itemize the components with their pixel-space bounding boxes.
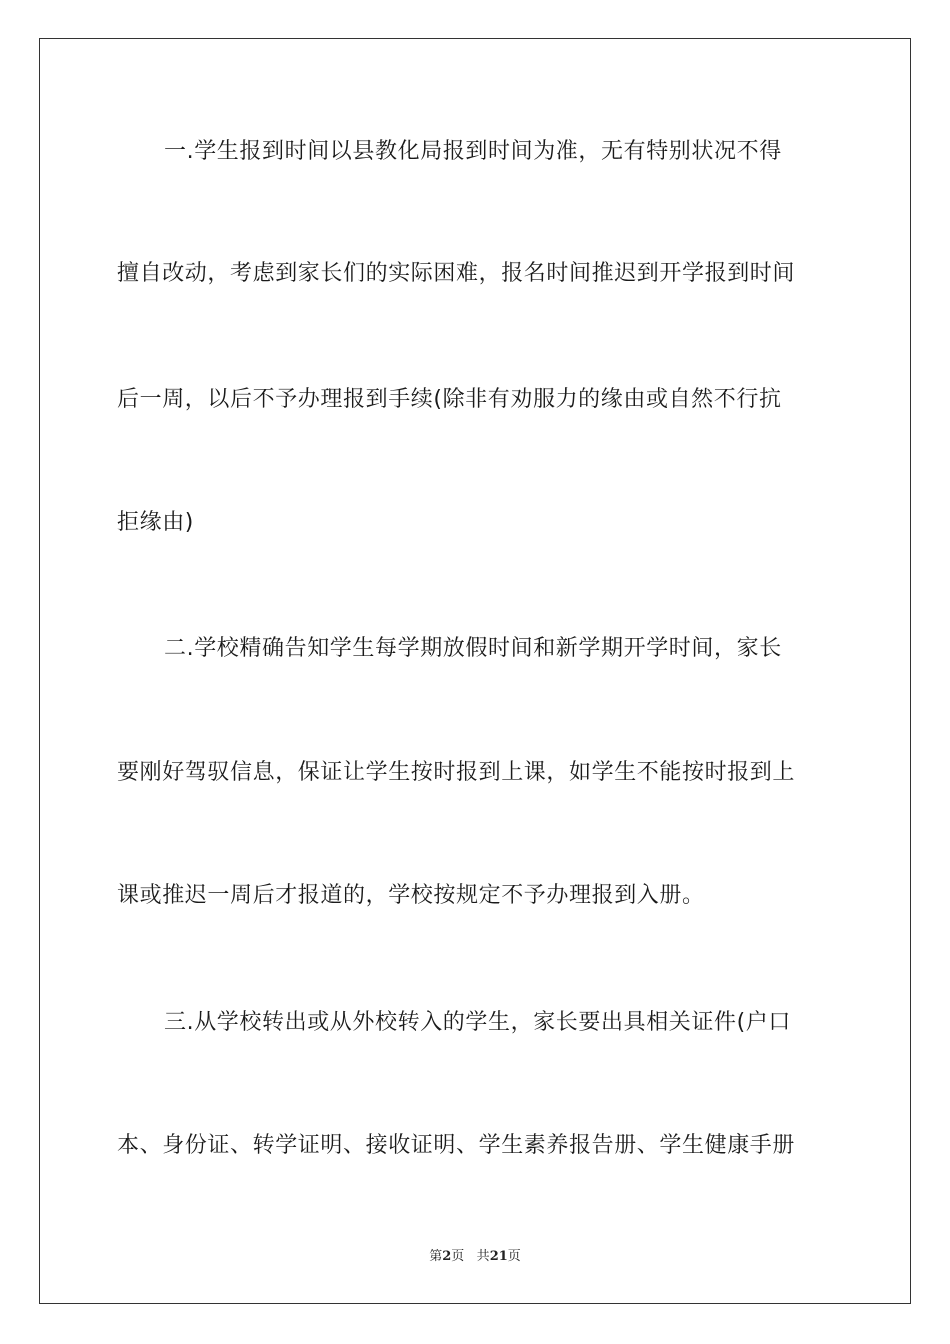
paragraph-2-line-2: 要刚好驾驭信息，保证让学生按时报到上课，如学生不能按时报到上 xyxy=(117,760,796,785)
total-prefix: 共 xyxy=(476,1249,490,1264)
paragraph-1-line-3: 后一周，以后不予办理报到手续(除非有劝服力的缘由或自然不行抗 xyxy=(117,387,782,412)
paragraph-3-line-2: 本、身份证、转学证明、接收证明、学生素养报告册、学生健康手册 xyxy=(117,1133,796,1158)
total-suffix: 页 xyxy=(507,1249,521,1264)
page-footer xyxy=(0,1245,950,1264)
page-number: 2 xyxy=(442,1249,452,1264)
total-pages: 21 xyxy=(489,1249,508,1264)
paragraph-3-line-1: 三.从学校转出或从外校转入的学生，家长要出具相关证件(户口 xyxy=(164,1010,791,1035)
paragraph-2-line-1: 二.学校精确告知学生每学期放假时间和新学期开学时间，家长 xyxy=(164,636,782,661)
page-suffix: 页 xyxy=(451,1249,465,1264)
paragraph-1-line-1: 一.学生报到时间以县教化局报到时间为准，无有特别状况不得 xyxy=(164,139,782,164)
paragraph-1-line-4: 拒缘由) xyxy=(117,510,194,535)
paragraph-2-line-3: 课或推迟一周后才报道的，学校按规定不予办理报到入册。 xyxy=(117,883,705,908)
page-prefix: 第 xyxy=(429,1249,443,1264)
page-frame xyxy=(39,38,911,1304)
paragraph-1-line-2: 擅自改动，考虑到家长们的实际困难，报名时间推迟到开学报到时间 xyxy=(117,261,796,286)
